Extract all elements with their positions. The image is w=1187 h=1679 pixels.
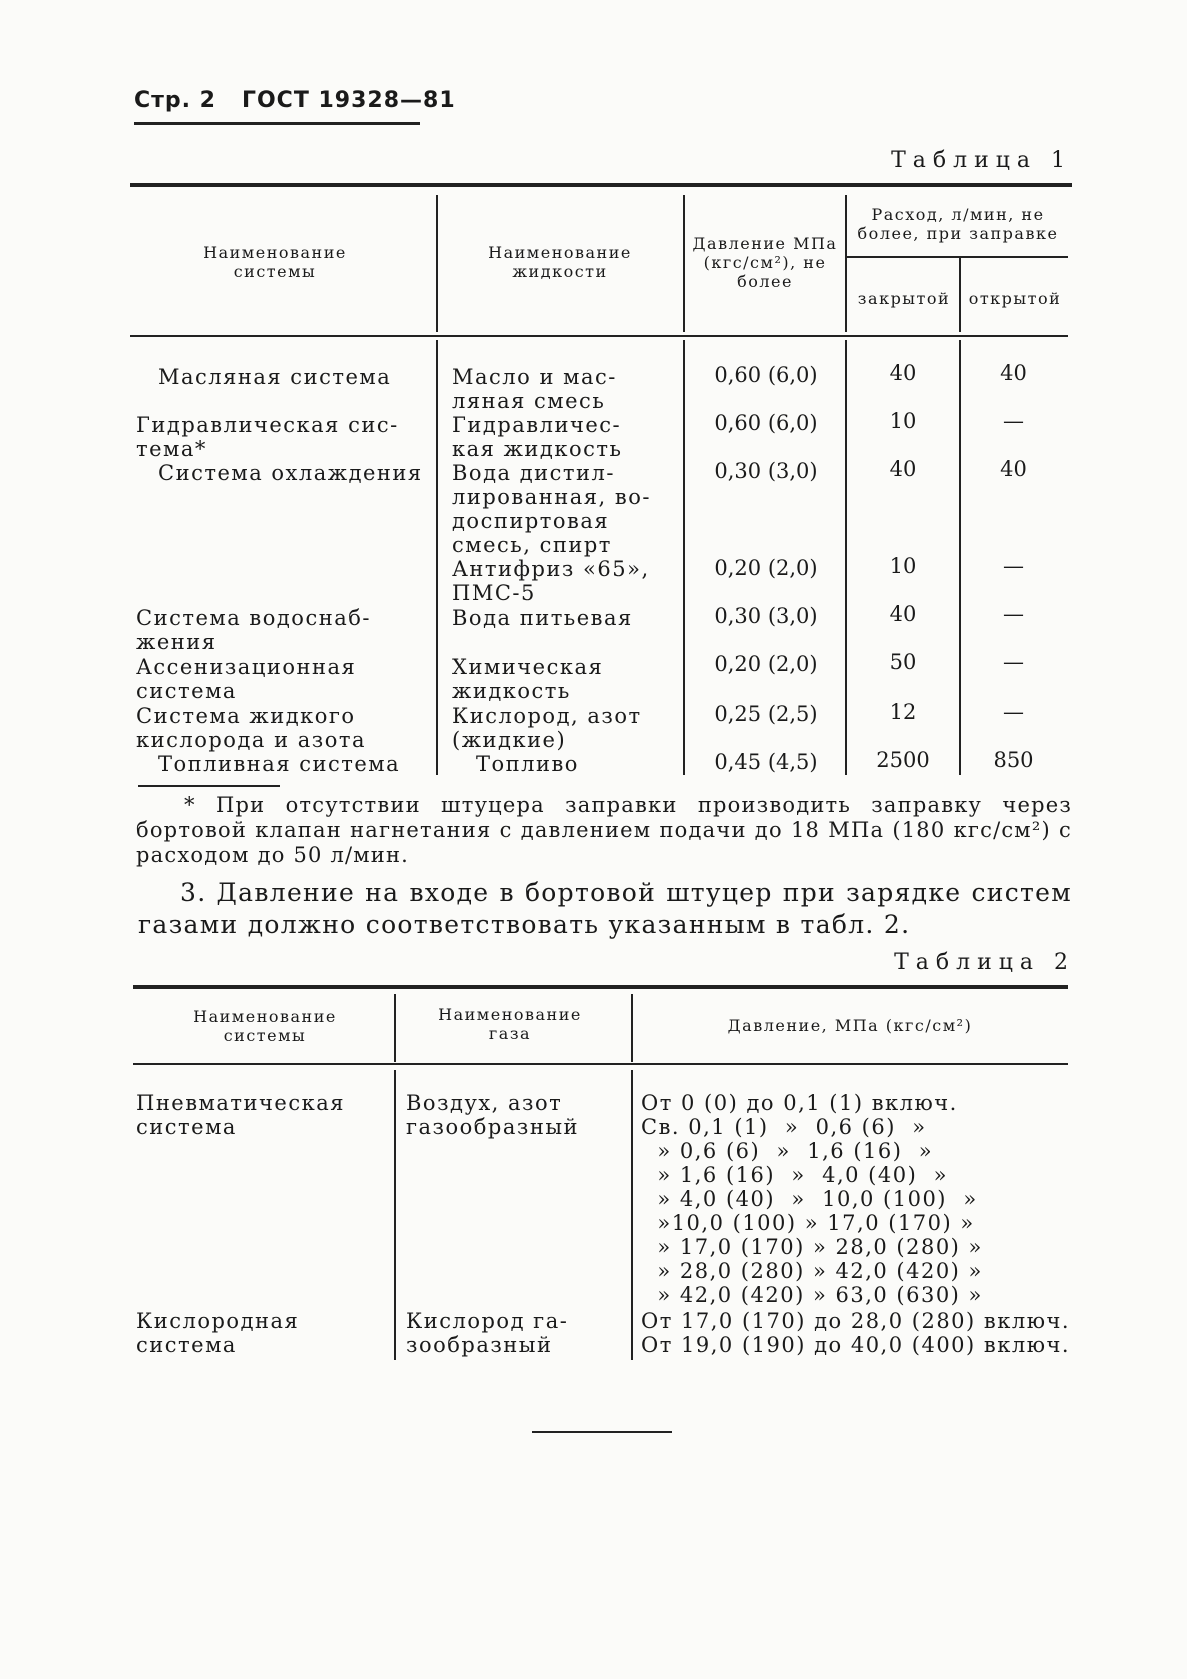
header-rule	[134, 122, 420, 125]
table1-header-flow: Расход, л/мин, не более, при заправке	[857, 205, 1059, 243]
t2-row2-gas: Кислород га- зообразный	[406, 1309, 569, 1357]
t1-row6-liquid: Химическая жидкость	[452, 655, 604, 703]
table1-col-divider	[683, 195, 685, 332]
t1-row5-open: —	[1003, 602, 1024, 626]
t1-row1-liquid: Масло и мас- ляная смесь	[452, 365, 617, 413]
page-number: Стр. 2	[134, 88, 216, 113]
table2-col-divider	[394, 994, 396, 1062]
t1-row8-pressure: 0,45 (4,5)	[714, 750, 818, 774]
table1-header-open: открытой	[968, 289, 1062, 308]
t1-row7-open: —	[1003, 700, 1024, 724]
t1-row7-closed: 12	[889, 700, 917, 724]
paragraph-3: 3. Давление на входе в бортовой штуцер при зарядке систем газами должно соответствовать указанным в табл. 2.	[138, 878, 1072, 939]
t1-row2-system: Гидравлическая сис- тема*	[136, 413, 399, 461]
t1-row4-liquid: Антифриз «65», ПМС-5	[452, 557, 650, 605]
t1-row3-liquid: Вода дистил- лированная, во- доспиртовая смесь, спирт	[452, 461, 651, 557]
table1-col-divider	[959, 258, 961, 332]
table1-header-closed: закрытой	[857, 289, 951, 308]
t1-row5-pressure: 0,30 (3,0)	[714, 604, 818, 628]
table1-col-divider	[845, 195, 847, 332]
table2-col-divider	[631, 1070, 633, 1360]
t1-row8-system: Топливная система	[158, 752, 401, 776]
t1-row7-system: Система жидкого кислорода и азота	[136, 704, 367, 752]
t1-row5-system: Система водоснаб- жения	[136, 606, 371, 654]
table1-top-rule	[130, 183, 1072, 187]
table1-col-divider	[436, 195, 438, 332]
table1-header-pressure: Давление МПа (кгс/см²), не более	[692, 234, 838, 291]
t1-row3-closed: 40	[889, 457, 917, 481]
t1-row3-open: 40	[1000, 457, 1027, 481]
t2-row2-pressure: От 17,0 (170) до 28,0 (280) включ. От 19,0 (190) до 40,0 (400) включ.	[641, 1309, 1071, 1357]
table2-top-rule	[133, 985, 1068, 989]
t1-row3-pressure: 0,30 (3,0)	[714, 459, 818, 483]
footnote-rule	[138, 785, 280, 787]
table2-header-system: Наименование системы	[193, 1007, 337, 1045]
table1-flow-subrule	[846, 256, 1068, 258]
table1-caption: Таблица 1	[891, 148, 1072, 173]
t1-row6-closed: 50	[889, 650, 917, 674]
table2-header-pressure: Давление, МПа (кгс/см²)	[727, 1016, 973, 1035]
t1-row4-pressure: 0,20 (2,0)	[714, 556, 818, 580]
t2-row1-gas: Воздух, азот газообразный	[406, 1091, 580, 1139]
t1-row2-open: —	[1003, 409, 1024, 433]
t1-row1-open: 40	[1000, 361, 1027, 385]
end-rule	[532, 1431, 672, 1433]
table1-col-divider	[436, 340, 438, 775]
t1-row8-closed: 2500	[876, 748, 930, 772]
t1-row1-pressure: 0,60 (6,0)	[714, 363, 818, 387]
table2-header-gas: Наименование газа	[438, 1005, 582, 1043]
t1-row7-pressure: 0,25 (2,5)	[714, 702, 818, 726]
standard-number: ГОСТ 19328—81	[241, 88, 456, 113]
t1-row7-liquid: Кислород, азот (жидкие)	[452, 704, 642, 752]
table2-col-divider	[631, 994, 633, 1062]
table1-col-divider	[845, 340, 847, 775]
table1-header-system: Наименование системы	[203, 243, 347, 281]
t1-row1-system: Масляная система	[158, 365, 392, 389]
t1-row3-system: Система охлаждения	[158, 461, 423, 485]
t1-row2-pressure: 0,60 (6,0)	[714, 411, 818, 435]
table1-footnote: * При отсутствии штуцера заправки производить заправку через бортовой клапан нагнетания с давлением подачи до 18 МПа (180 кгс/см²) с расходом до 50 л/мин.	[136, 793, 1072, 867]
t1-row8-open: 850	[993, 748, 1034, 772]
table2-header-rule	[133, 1063, 1068, 1065]
t1-row1-closed: 40	[889, 361, 917, 385]
table1-header-liquid: Наименование жидкости	[488, 243, 632, 281]
t1-row6-pressure: 0,20 (2,0)	[714, 652, 818, 676]
t1-row4-open: —	[1003, 554, 1024, 578]
t1-row5-closed: 40	[889, 602, 917, 626]
table2-caption: Таблица 2	[894, 950, 1075, 975]
t2-row1-system: Пневматическая система	[136, 1091, 345, 1139]
t2-row1-pressure: От 0 (0) до 0,1 (1) включ. Св. 0,1 (1) » 0,6 (6) » » 0,6 (6) » 1,6 (16) » » 1,6 (16) » 4,0 (40) » » 4,0 (40) » 10,0 (100) » »10,0 (100) » 17,0 (170) » » 17,0 (170) » 28,0 (280) » » 28,0 (280) » 42,0 (420) » » 42,0 (420) » 63,0 (630) »	[641, 1091, 983, 1307]
t1-row2-liquid: Гидравличес- кая жидкость	[452, 413, 623, 461]
t2-row2-system: Кислородная система	[136, 1309, 300, 1357]
t1-row4-closed: 10	[889, 554, 917, 578]
table1-header-rule	[130, 335, 1068, 337]
t1-row8-liquid: Топливо	[476, 752, 579, 776]
table1-col-divider	[683, 340, 685, 775]
t1-row6-system: Ассенизационная система	[136, 655, 357, 703]
page-header	[134, 88, 456, 113]
t1-row2-closed: 10	[889, 409, 917, 433]
t1-row6-open: —	[1003, 650, 1024, 674]
table2-col-divider	[394, 1070, 396, 1360]
t1-row5-liquid: Вода питьевая	[452, 606, 633, 630]
